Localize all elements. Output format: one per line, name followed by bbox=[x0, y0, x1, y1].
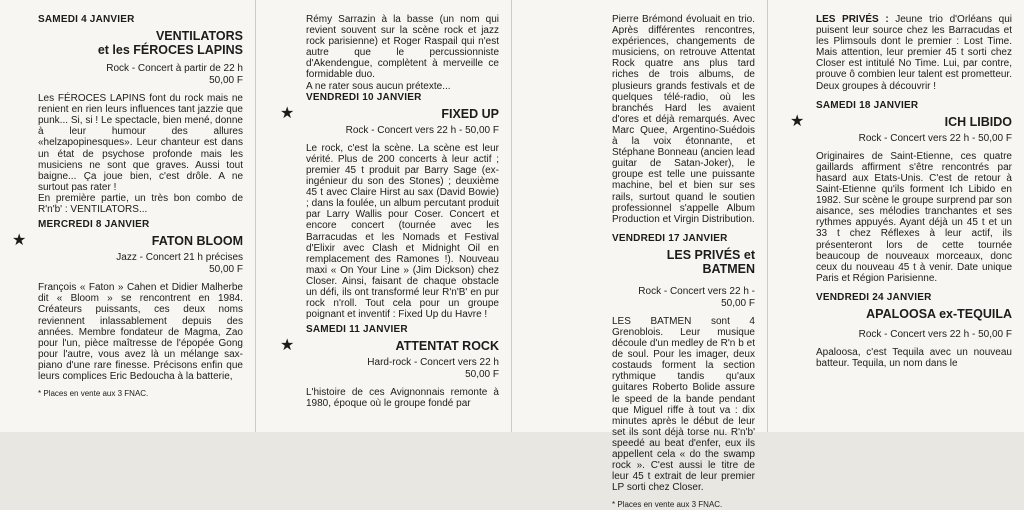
event-title: ICH LIBIDO bbox=[944, 114, 1012, 129]
paragraph: Les FÉROCES LAPINS font du rock mais ne renient en rien leurs influences tant jazzie que punk... Si, si ! Le spectacle, bien mené, donne à leur humour des allures «helzapopinesques». Leur chanteur est dans un état de psychose profonde mais les musiciens ne sont que graves. Aussi tout baigne... Ça joue bien, c'est drôle. A ne surtout pas rater ! bbox=[38, 93, 243, 193]
event-date: VENDREDI 10 JANVIER bbox=[306, 91, 422, 103]
event-info: Rock - Concert vers 22 h - 50,00 F bbox=[638, 285, 755, 309]
star-icon: ★ bbox=[280, 104, 295, 122]
event-title: FATON BLOOM bbox=[151, 234, 243, 249]
panel-4 bbox=[768, 0, 1024, 432]
event-title: VENTILATORS bbox=[155, 29, 243, 44]
event-description: Apaloosa, c'est Tequila avec un nouveau batteur. Tequila, un nom dans le bbox=[816, 346, 1012, 370]
event-title-row bbox=[280, 337, 499, 355]
event-info: Rock - Concert vers 22 h - 50,00 F bbox=[858, 132, 1012, 144]
paragraph: En première partie, un très bon combo de R'n'b' : VENTILATORS... bbox=[38, 192, 243, 216]
event-info: Jazz - Concert 21 h précises bbox=[116, 252, 243, 264]
event-description: LES BATMEN sont 4 Grenoblois. Leur musique découle d'un medley de R'n b et de soul. Pour les imager, deux costauds forment la section rythmique tandis qu'aux guitares Roberto Bolide assure le speed de la bande pendant que Miguel riffe à tout va : dix minutes après le début de leur set ils sont déjà torse nu. R'n'b' speedé au beat d'enfer, eux ils appellent cela « do the swamp rock ». C'est aussi le titre de leur 45 t extrait de leur premier LP sorti chez Closer. bbox=[612, 315, 755, 494]
ticket-note: * Places en vente aux 3 FNAC. bbox=[38, 389, 149, 399]
panel-3 bbox=[512, 0, 768, 510]
event-date: SAMEDI 11 JANVIER bbox=[306, 324, 408, 336]
event-price: 50,00 F bbox=[209, 75, 243, 87]
ticket-note: * Places en vente aux 3 FNAC. bbox=[612, 500, 723, 510]
paragraph: Rémy Sarrazin à la basse (un nom qui revient souvent sur la scène rock et jazz rock parisienne) et Roger Raspail qui n'est autre que le percussionniste d'Akendengue, complètent à merveille ce formidable duo. bbox=[306, 14, 499, 81]
event-title: APALOOSA ex-TEQUILA bbox=[866, 306, 1012, 321]
event-date: SAMEDI 18 JANVIER bbox=[816, 99, 919, 111]
event-title: et les FÉROCES LAPINS bbox=[97, 43, 243, 58]
event-date: MERCREDI 8 JANVIER bbox=[38, 219, 150, 231]
star-icon: ★ bbox=[790, 112, 805, 130]
paragraph: A ne rater sous aucun prétexte... bbox=[306, 80, 451, 92]
event-description bbox=[38, 93, 243, 215]
event-title-row bbox=[790, 112, 1012, 130]
panel-1 bbox=[0, 0, 256, 432]
event-price: 50,00 F bbox=[209, 264, 243, 276]
event-price: 50,00 F bbox=[465, 369, 499, 381]
event-title-row bbox=[12, 232, 243, 250]
event-info: Rock - Concert vers 22 h - 50,00 F bbox=[858, 328, 1012, 340]
event-title: FIXED UP bbox=[441, 106, 499, 121]
event-date: VENDREDI 24 JANVIER bbox=[816, 291, 932, 303]
continued-text bbox=[306, 14, 499, 92]
continued-text bbox=[816, 14, 1012, 92]
band-name: LES PRIVÉS : bbox=[816, 14, 889, 25]
event-info: Hard-rock - Concert vers 22 h bbox=[367, 357, 499, 369]
event-title-row bbox=[280, 104, 499, 122]
event-info: Rock - Concert à partir de 22 h bbox=[106, 63, 243, 75]
continued-text: Pierre Brémond évoluait en trio. Après différentes rencontres, expériences, changements de musiciens, on retrouve Attentat Rock quatre ans plus tard riches de trois albums, de plusieurs grands festivals et de quelques télé-radio, où les branchés Hard les avaient d'ores et déjà remarqués. Avec Marc Quee, Argentino-Suédois à la voix étonnante, et Stéphane Bonneau (ancien lead guitar de Satan-Joker), le groupe est telle une puissante machine, bel et bien sur ses rails, surtout quand le soutien professionnel s'appelle Album Production et Virgin Distribution. bbox=[612, 14, 755, 225]
event-date: VENDREDI 17 JANVIER bbox=[612, 232, 728, 244]
event-title: ATTENTAT ROCK bbox=[395, 339, 499, 354]
event-description: Le rock, c'est la scène. La scène est leur vérité. Plus de 200 concerts à leur actif ; premier 45 t produit par Barry Sage (ex-ingénieur du son des Stones) ; deuxième 45 t avec Claire Hirst au sax (David Bowie) ; dans la foulée, un album percutant produit par Larry Wallis pour Coser. Concert et encore concert (tournée avec les Barracudas et les Nomads et Festival d'Elixir avec Clash et Midnight Oil en remplacement des Ramones !). Nouveau maxi « On Your Line » (Jim Dickson) chez Closer. Ainsi, faisant de chaque obstacle un défi, ils ont transformé leur R'n'B' en pur rock n'roll. Tout cela pour un groupe poignant et inventif : Fixed Up du Havre ! bbox=[306, 142, 499, 321]
event-title: LES PRIVÉS et BATMEN bbox=[666, 247, 755, 276]
panel-2 bbox=[256, 0, 512, 432]
paragraph: Jeune trio d'Orléans qui puisent leur source chez les Barracudas et les Plimsouls dont le premier : Lost Time. Mais attention, leur premier 45 t sorti chez Closer est intitulé No Time. Lui, par contre, prouve ô combien leur talent est prometteur. Deux groupes à découvrir ! bbox=[816, 14, 1012, 92]
event-description: Originaires de Saint-Etienne, ces quatre gaillards affirment s'être rencontrés par hasard aux Etats-Unis. C'est de retour à Saint-Etienne qu'ils forment Ich Libido en 1982. Sur scène le groupe surprend par son aisance, ses mélodies tranchantes et ses rythmes appuyés. Ayant déjà un 45 t et un 33 t chez Réflexes à leur actif, ils présenteront lors de cette tournée beaucoup de nouveaux morceaux, donc ceux du nouveau 45 t à venir. Date unique Paris et Région Parisienne. bbox=[816, 150, 1012, 284]
event-info: Rock - Concert vers 22 h - 50,00 F bbox=[345, 124, 499, 136]
star-icon: ★ bbox=[280, 337, 295, 355]
star-icon: ★ bbox=[12, 232, 27, 250]
event-date: SAMEDI 4 JANVIER bbox=[38, 14, 135, 25]
event-description: François « Faton » Cahen et Didier Malherbe dit « Bloom » se rencontrent en 1984. Créateurs puissants, ces deux noms reviennent inlassablement depuis des années. Membre fondateur de Magma, Zao pour l'un, pièce maîtresse de l'épopée Gong pour l'autre, vous avez là un mélange sax-piano d'une rare finesse. Précisons enfin que leurs complices Eric Bedoucha à la batterie, bbox=[38, 282, 243, 382]
event-description: L'histoire de ces Avignonnais remonte à 1980, époque où le groupe fondé par bbox=[306, 387, 499, 410]
